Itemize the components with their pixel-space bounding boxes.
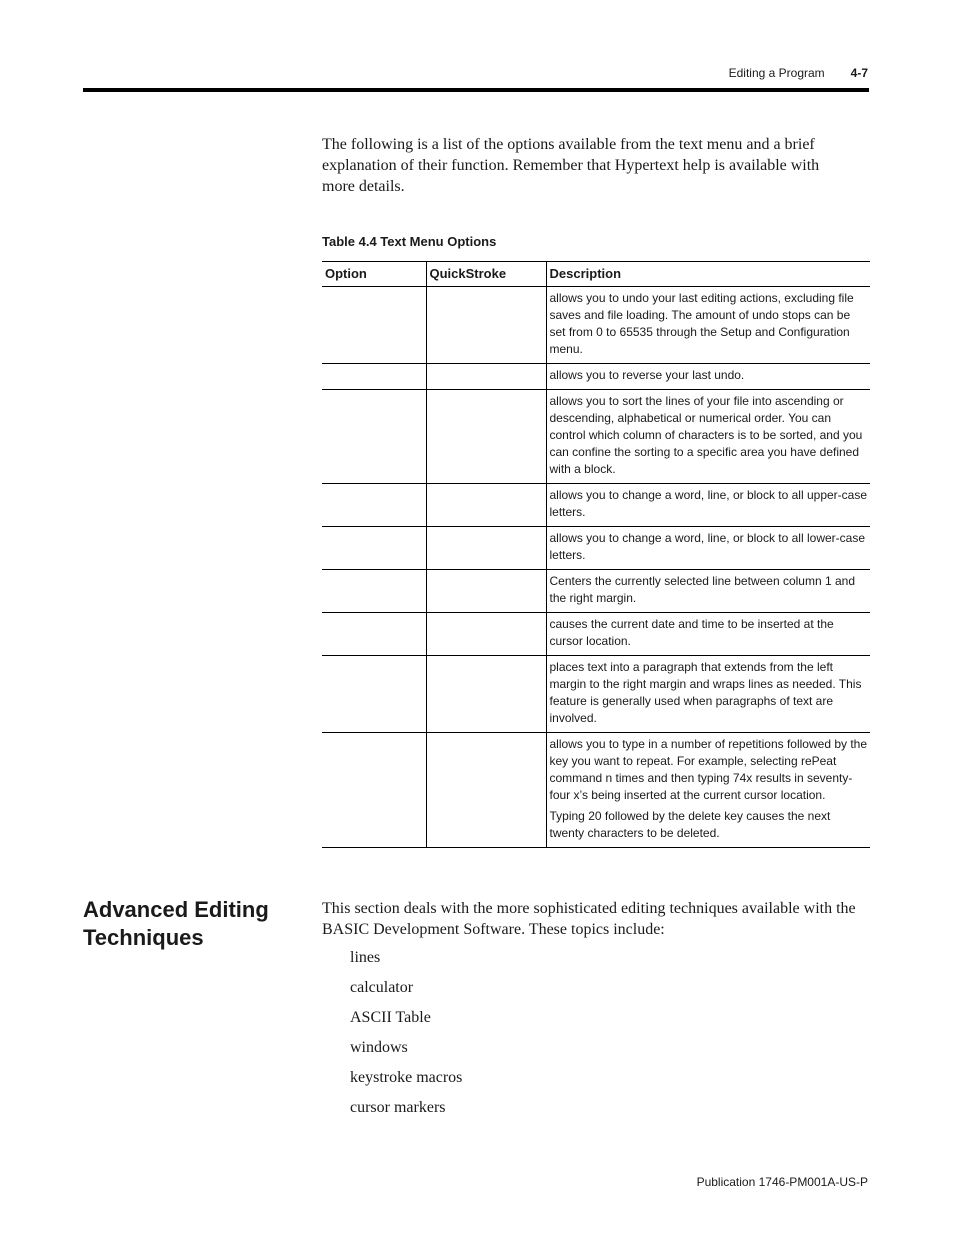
description-paragraph: allows you to undo your last editing actions, excluding file saves and file loading. The amount of undo stops can be set from 0 to 65535 through the Setup and Configuration menu. (549, 291, 854, 356)
quickstroke-cell (426, 656, 546, 733)
table-row (322, 570, 870, 613)
section-title: Advanced Editing Techniques (83, 897, 269, 950)
quickstroke-cell (426, 527, 546, 570)
topic-item: calculator (350, 979, 414, 996)
topic-item: windows (350, 1039, 408, 1056)
header-rule (83, 88, 869, 92)
table-caption: Table 4.4 Text Menu Options (322, 234, 497, 249)
table-row (322, 527, 870, 570)
quickstroke-cell (426, 287, 546, 364)
description-paragraph: allows you to type in a number of repetitions followed by the key you want to repeat. For example, selecting rePeat command n times and then typing 74x results in seventy-four x’s being inserted at the current cursor location. (549, 737, 868, 802)
table-row (322, 613, 870, 656)
topic-item: cursor markers (350, 1099, 446, 1116)
table-row (322, 390, 870, 484)
table-row (322, 484, 870, 527)
topic-item: lines (350, 949, 381, 966)
table-row (322, 656, 870, 733)
quickstroke-cell (426, 570, 546, 613)
quickstroke-cell (426, 484, 546, 527)
intro-paragraph: The following is a list of the options available from the text menu and a brief explanation of their function. Remember that Hypertext help is available with more details. (322, 136, 820, 195)
option-cell (322, 484, 426, 527)
table-row (322, 287, 870, 364)
description-paragraph: places text into a paragraph that extends from the left margin to the right margin and wraps lines as needed. This feature is generally used when paragraphs of text are involved. (549, 660, 862, 725)
topic-item: keystroke macros (350, 1069, 463, 1086)
quickstroke-cell (426, 364, 546, 390)
description-cell (546, 390, 870, 484)
quickstroke-cell (426, 390, 546, 484)
quickstroke-cell (426, 613, 546, 656)
description-paragraph: causes the current date and time to be inserted at the cursor location. (549, 617, 834, 648)
description-cell (546, 484, 870, 527)
header-section-title: Editing a Program (728, 66, 825, 80)
table-row (322, 364, 870, 390)
option-cell (322, 527, 426, 570)
column-header-description: Description (546, 262, 870, 287)
column-header-quickstroke: QuickStroke (426, 262, 546, 287)
description-paragraph: allows you to change a word, line, or block to all lower-case letters. (549, 531, 865, 562)
option-cell (322, 656, 426, 733)
description-paragraph: Typing 20 followed by the delete key causes the next twenty characters to be deleted. (549, 809, 831, 840)
description-paragraph: allows you to change a word, line, or block to all upper-case letters. (549, 488, 868, 519)
description-cell (546, 287, 870, 364)
description-paragraph: allows you to sort the lines of your file into ascending or descending, alphabetical or numerical order. You can control which column of characters is to be sorted, and you can confine the sorting to a specific area you have defined with a block. (549, 394, 863, 476)
description-paragraph: allows you to reverse your last undo. (549, 368, 745, 382)
page-number: 4-7 (850, 66, 868, 80)
description-cell (546, 613, 870, 656)
publication-footer: Publication 1746-PM001A-US-P (696, 1175, 868, 1189)
option-cell (322, 390, 426, 484)
option-cell (322, 733, 426, 848)
topics-list (350, 947, 462, 1127)
description-cell (546, 364, 870, 390)
running-header (729, 66, 868, 80)
quickstroke-cell (426, 733, 546, 848)
topic-item: ASCII Table (350, 1009, 431, 1026)
text-menu-options-table (322, 261, 870, 848)
option-cell (322, 570, 426, 613)
section-body: This section deals with the more sophisticated editing techniques available with the BASIC Development Software. These topics include: (322, 900, 856, 938)
description-cell (546, 527, 870, 570)
table-header-row (322, 262, 870, 287)
table-body (322, 287, 870, 848)
column-header-option: Option (322, 262, 426, 287)
description-cell (546, 656, 870, 733)
table-row (322, 733, 870, 848)
option-cell (322, 364, 426, 390)
option-cell (322, 613, 426, 656)
option-cell (322, 287, 426, 364)
description-cell (546, 733, 870, 848)
description-cell (546, 570, 870, 613)
description-paragraph: Centers the currently selected line between column 1 and the right margin. (549, 574, 856, 605)
